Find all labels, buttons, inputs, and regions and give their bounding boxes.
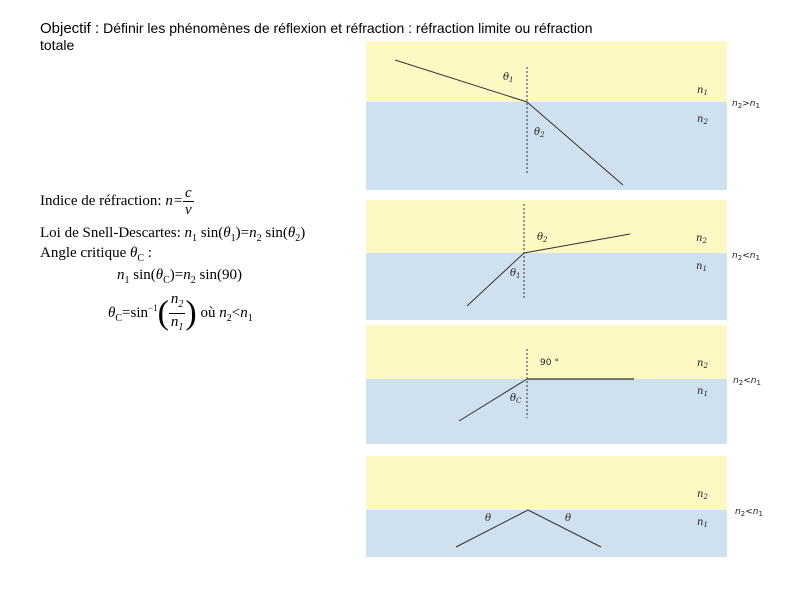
angle-label-2: $\theta_2$: [534, 127, 545, 139]
critical-angle-diagram-label: $\theta_C$: [510, 393, 522, 405]
medium-top: [366, 41, 727, 102]
fraction-c: c: [184, 185, 192, 201]
bottom-medium-index: $n_1$: [697, 517, 708, 529]
critical-angle-label: Angle critique: [40, 245, 130, 261]
medium-bottom: [366, 510, 727, 557]
critical-theta-sub: C: [137, 253, 145, 264]
angle-label-1: $\theta_1$: [510, 268, 521, 280]
top-medium-index: $n_2$: [697, 358, 708, 370]
incidence-angle-label: θ: [485, 513, 492, 524]
bottom-medium-index: $n_1$: [696, 261, 707, 273]
critical-angle-equation: $n_1$ $\sin(\theta_C)=n_2$ sin(90): [117, 267, 243, 286]
diagram-total-reflection: [366, 456, 763, 557]
top-medium-index: $n_2$: [697, 489, 708, 501]
medium-bottom: [366, 379, 727, 444]
fraction-v: v: [184, 202, 192, 218]
critical-theta: θ: [129, 245, 138, 261]
ou-text: où: [196, 304, 220, 321]
medium-top: [366, 456, 727, 510]
index-relation: $n_2<n_1$: [733, 376, 761, 387]
top-medium-index: $n_1$: [697, 85, 708, 97]
objective-lead: Objectif :: [40, 20, 100, 37]
diagram-critical-refraction: [366, 325, 761, 444]
refraction-index-label: Indice de réfraction:: [40, 192, 166, 209]
critical-angle-solution: $\theta_C=\sin^{-1}$( $\frac{n_2}{n_1}$ ) où $n_2<n_1$: [108, 291, 253, 333]
objective-body: Définir les phénomènes de réflexion et réfraction : réfraction limite ou réfraction totale: [40, 20, 593, 53]
critical-colon: :: [144, 245, 152, 261]
diagram-refraction-denser-to-lighter: [366, 200, 760, 320]
index-relation: $n_2<n_1$: [732, 251, 760, 262]
index-relation: $n_2>n_1$: [732, 99, 760, 110]
top-medium-index: $n_2$: [696, 233, 707, 245]
bottom-medium-index: $n_2$: [697, 114, 708, 126]
medium-bottom: [366, 253, 727, 320]
medium-bottom: [366, 102, 727, 190]
angle-label-1: $\theta_1$: [503, 72, 514, 84]
right-angle-label: 90 °: [540, 358, 559, 368]
snell-law-label: Loi de Snell-Descartes:: [40, 225, 185, 241]
medium-top: [366, 325, 727, 379]
diagram-refraction: [366, 41, 760, 190]
refraction-index-n: n=: [165, 192, 183, 209]
index-relation: $n_2<n_1$: [735, 507, 763, 518]
angle-label-2: $\theta_2$: [537, 232, 548, 244]
bottom-medium-index: $n_1$: [697, 386, 708, 398]
snell-law-formula: Loi de Snell-Descartes: $n_1$ $\sin(\theta_1)=n_2$ $\sin(\theta_2)$: [40, 225, 306, 244]
medium-top: [366, 200, 727, 253]
reflection-angle-label: θ: [565, 513, 572, 524]
